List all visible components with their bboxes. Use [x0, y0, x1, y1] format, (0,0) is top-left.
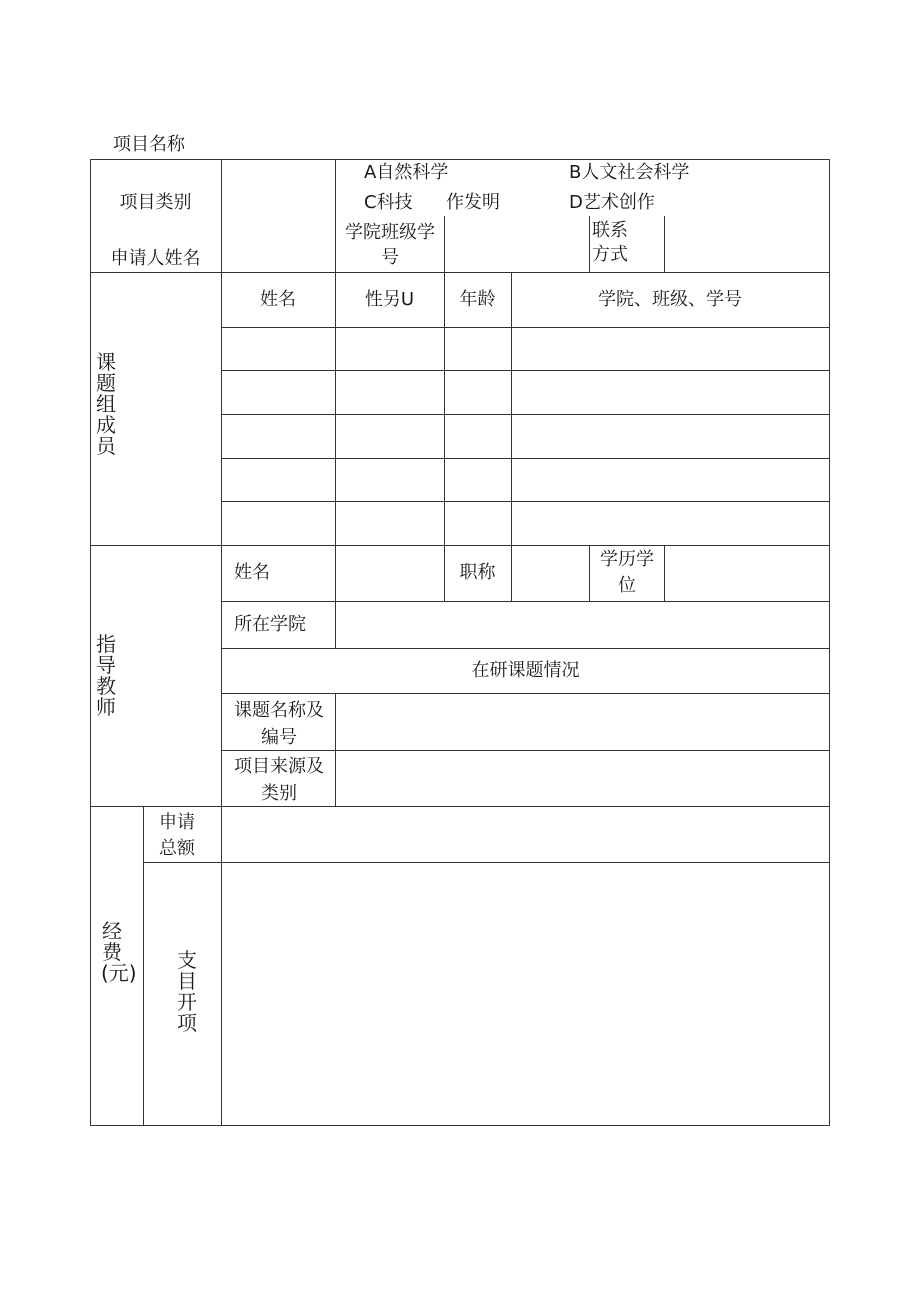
members-col-name: 姓名 — [260, 289, 296, 310]
advisor-degree-label: 学历学位 — [600, 549, 654, 596]
total-amount-label: 申请总额 — [159, 812, 195, 859]
type-option-a: A自然科学 — [364, 162, 449, 183]
college-class-id-label: 学院班级学号 — [345, 222, 435, 268]
topic-name-label: 课题名称及编号 — [234, 700, 324, 748]
advisor-section-label: 指导教师 — [96, 632, 116, 719]
ongoing-projects-heading: 在研课题情况 — [471, 660, 580, 681]
applicant-name-label: 申请人姓名 — [110, 248, 201, 269]
members-section-label: 课题组成员 — [96, 350, 116, 458]
type-option-c-part1: C科技 — [364, 192, 413, 213]
project-type-label: 项目类别 — [119, 192, 192, 213]
members-col-college: 学院、班级、学号 — [598, 289, 742, 310]
funding-section-label: 经费(元) — [101, 919, 137, 985]
members-col-gender: 性另U — [364, 289, 415, 310]
advisor-name-label: 姓名 — [234, 562, 270, 583]
advisor-title-label: 职称 — [459, 562, 496, 583]
type-option-c-part2: 作发明 — [446, 192, 500, 213]
advisor-college-label: 所在学院 — [234, 614, 306, 635]
type-option-d: D艺术创作 — [569, 192, 655, 213]
type-option-b: B人文社会科学 — [569, 162, 690, 183]
members-col-age: 年龄 — [459, 289, 496, 310]
project-source-label: 项目来源及类别 — [234, 756, 324, 804]
contact-label: 联系方式 — [592, 220, 628, 265]
project-name-label: 项目名称 — [113, 134, 185, 155]
expense-items-label: 支目开项 — [177, 948, 197, 1035]
